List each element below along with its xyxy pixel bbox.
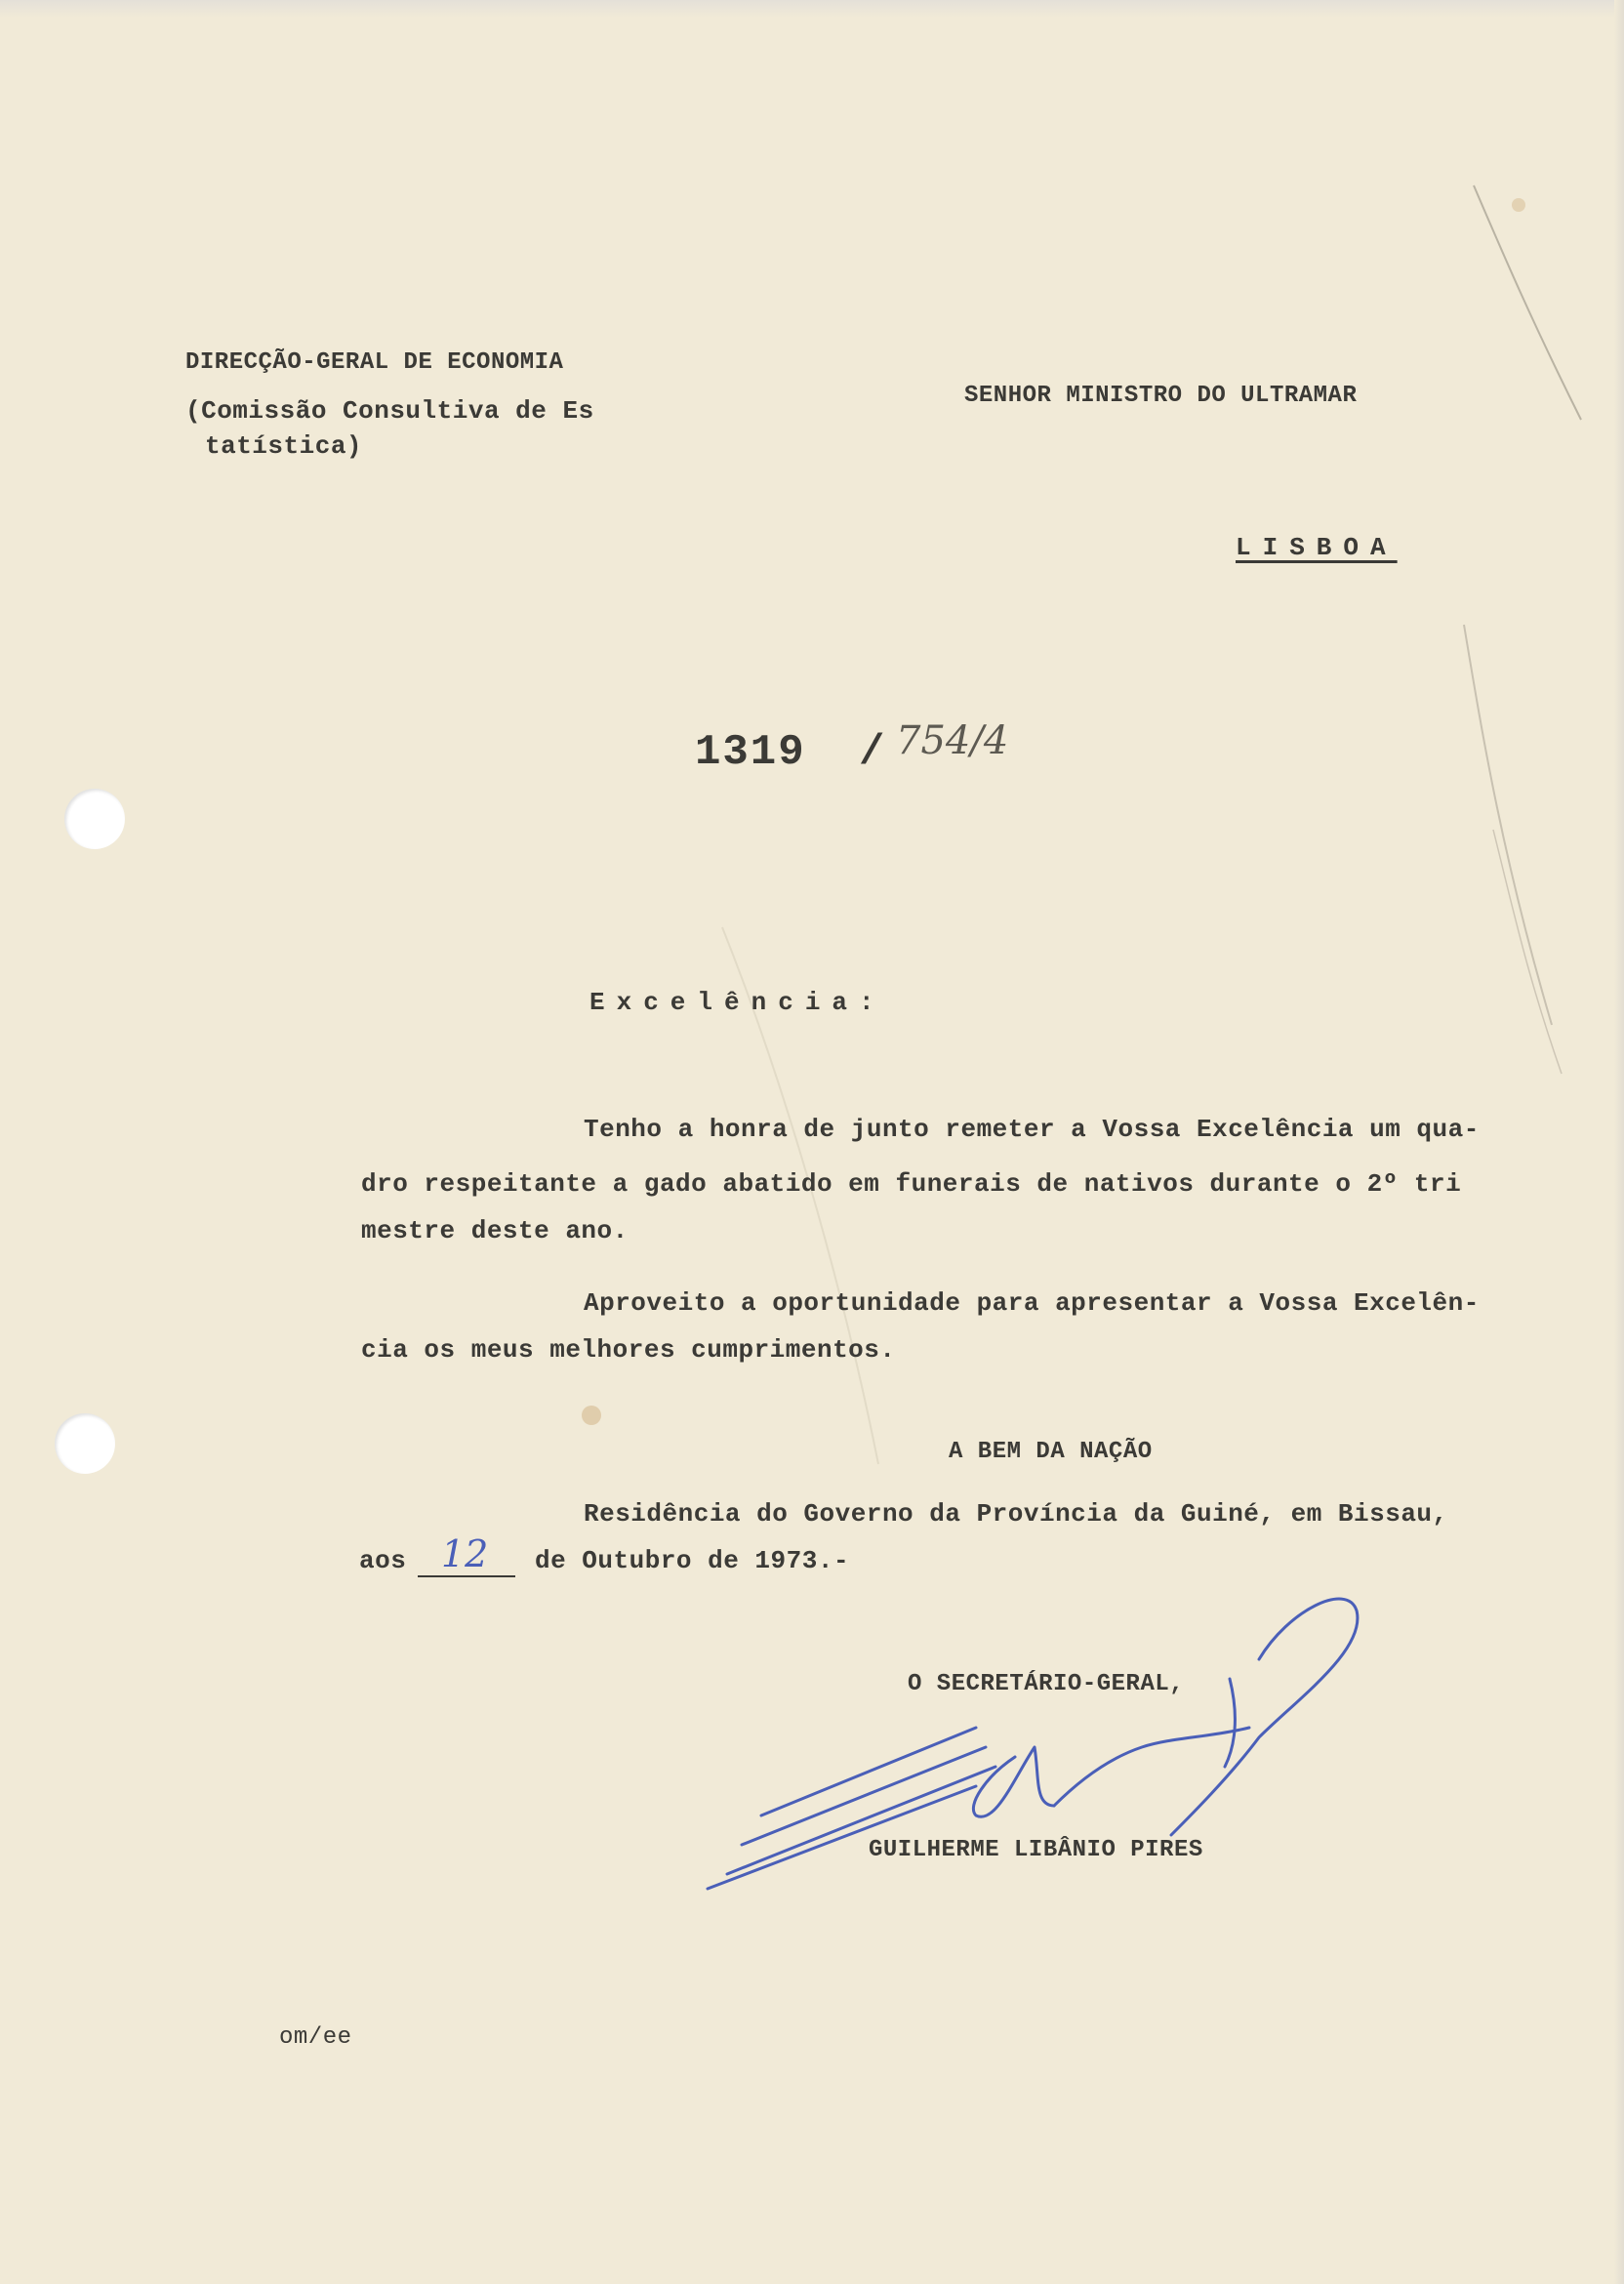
body-paragraph1-line3: mestre deste ano. [361,1216,629,1245]
closing-place-line: Residência do Governo da Província da Guiné, em Bissau, [584,1499,1448,1529]
signatory-name: GUILHERME LIBÂNIO PIRES [869,1837,1203,1863]
body-paragraph1-line2: dro respeitante a gado abatido em funerais de nativos durante o 2º tri [361,1169,1462,1199]
date-prefix: aos [359,1546,407,1575]
date-suffix: de Outubro de 1973.- [535,1546,850,1575]
date-day-handwritten: 12 [441,1532,489,1575]
recipient-line: SENHOR MINISTRO DO ULTRAMAR [964,383,1358,409]
signature-title: O SECRETÁRIO-GERAL, [908,1671,1185,1697]
typist-initials: om/ee [279,2024,352,2051]
salutation: Excelência: [589,988,886,1017]
reference-handwritten-code: 754/4 [896,718,1009,763]
org-name-line1: DIRECÇÃO-GERAL DE ECONOMIA [185,349,564,376]
body-paragraph2-line1: Aproveito a oportunidade para apresentar a Vossa Excelên- [584,1288,1480,1318]
recipient-city: LISBOA [1236,533,1398,562]
closing-motto: A BEM DA NAÇÃO [949,1439,1153,1465]
reference-number: 1319 [695,728,806,777]
org-name-line2: (Comissão Consultiva de Es [185,396,594,426]
body-paragraph2-line2: cia os meus melhores cumprimentos. [361,1335,896,1365]
org-name-line3: tatística) [205,431,363,461]
reference-separator: / [859,728,887,777]
body-paragraph1-line1: Tenho a honra de junto remeter a Vossa Excelência um qua- [584,1115,1480,1144]
